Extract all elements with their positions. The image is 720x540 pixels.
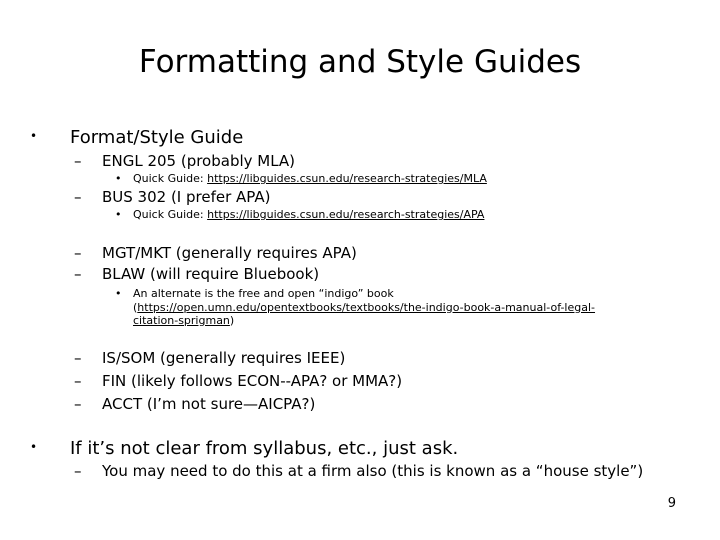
list-item-engl205 bbox=[74, 152, 296, 170]
dash-marker: – bbox=[74, 349, 82, 367]
item-text: ENGL 205 (probably MLA) bbox=[102, 152, 296, 170]
indigo-book-text: An alternate is the free and open “indigo” book bbox=[133, 287, 394, 300]
item-text: ACCT (I’m not sure—AICPA?) bbox=[102, 395, 316, 413]
list-item-just-ask bbox=[30, 438, 459, 459]
list-item-mgt-mkt bbox=[74, 244, 357, 262]
guide-prefix: Quick Guide: bbox=[133, 208, 204, 221]
list-item-house-style bbox=[74, 462, 644, 480]
guide-prefix: Quick Guide: bbox=[133, 172, 204, 185]
dash-marker: – bbox=[74, 265, 82, 283]
bullet-marker: • bbox=[30, 440, 38, 454]
list-item-bus302-guide bbox=[115, 208, 485, 221]
item-text: FIN (likely follows ECON--APA? or MMA?) bbox=[102, 372, 403, 390]
bullet-marker: • bbox=[115, 208, 122, 221]
dash-marker: – bbox=[74, 188, 82, 206]
bullet-marker: • bbox=[30, 129, 38, 143]
item-text: BUS 302 (I prefer APA) bbox=[102, 188, 271, 206]
item-text: MGT/MKT (generally requires APA) bbox=[102, 244, 357, 262]
item-text: IS/SOM (generally requires IEEE) bbox=[102, 349, 346, 367]
item-text: Format/Style Guide bbox=[70, 127, 244, 148]
apa-guide-link[interactable]: https://libguides.csun.edu/research-strategies/APA bbox=[207, 208, 485, 221]
dash-marker: – bbox=[74, 152, 82, 170]
list-item-blaw bbox=[74, 265, 320, 283]
item-text: You may need to do this at a firm also (this is known as a “house style”) bbox=[102, 462, 644, 480]
dash-marker: – bbox=[74, 462, 82, 480]
indigo-book-link-cont[interactable]: citation-sprigman bbox=[133, 314, 230, 327]
dash-marker: – bbox=[74, 395, 82, 413]
list-item-format-style-guide bbox=[30, 127, 244, 148]
list-item-indigo-book: • An alternate is the free and open “indigo” book (https://open.umn.edu/opentextbooks/textbooks/the-indigo-book-a-manual-of-legal- citation-sprigman) bbox=[115, 287, 596, 327]
bullet-marker: • bbox=[115, 287, 122, 300]
indigo-book-link[interactable]: https://open.umn.edu/opentextbooks/textbooks/the-indigo-book-a-manual-of-legal- bbox=[137, 300, 596, 314]
list-item-engl205-guide bbox=[115, 172, 487, 185]
dash-marker: – bbox=[74, 244, 82, 262]
bullet-marker: • bbox=[115, 172, 122, 185]
list-item-bus302 bbox=[74, 188, 271, 206]
list-item-acct bbox=[74, 395, 316, 413]
dash-marker: – bbox=[74, 372, 82, 390]
list-item-is-som bbox=[74, 349, 346, 367]
mla-guide-link[interactable]: https://libguides.csun.edu/research-strategies/MLA bbox=[207, 172, 487, 185]
item-text: If it’s not clear from syllabus, etc., just ask. bbox=[70, 438, 459, 459]
page-number: 9 bbox=[667, 496, 676, 511]
list-item-fin bbox=[74, 372, 403, 390]
slide-title: Formatting and Style Guides bbox=[138, 44, 582, 80]
item-text: BLAW (will require Bluebook) bbox=[102, 265, 320, 283]
